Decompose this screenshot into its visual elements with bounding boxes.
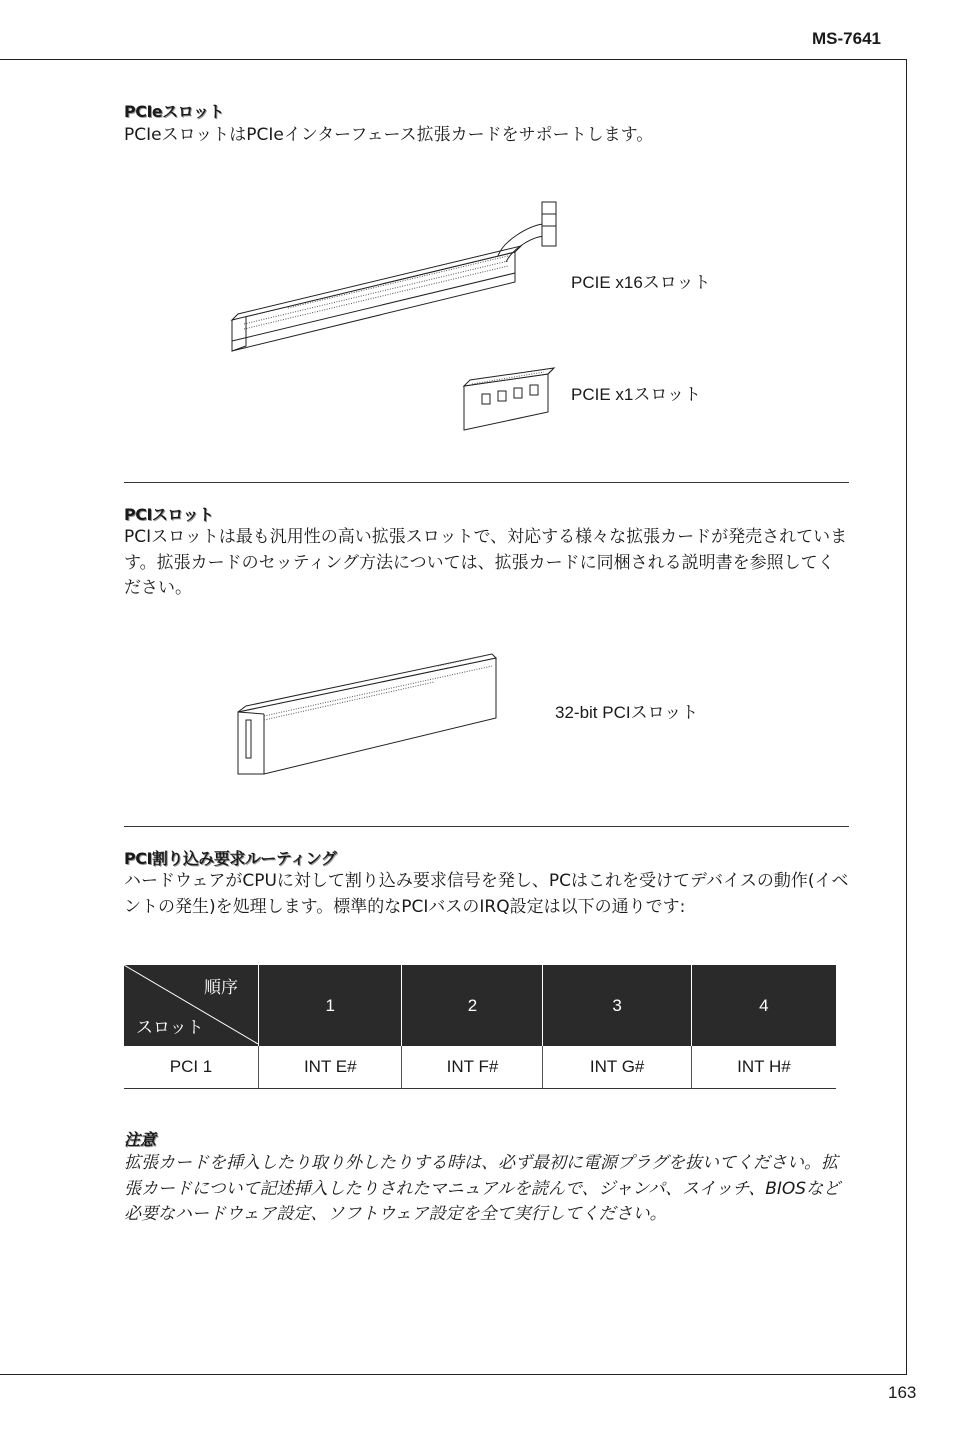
pcie-heading: PCIeスロット (124, 102, 224, 121)
irq-cell: INT E# (259, 1046, 402, 1089)
pci-heading: PCIスロット (124, 505, 214, 524)
irq-routing-table (124, 965, 836, 1089)
slot-header: スロット (136, 1018, 204, 1037)
column-header: 1 (259, 965, 402, 1046)
irq-cell: INT G# (543, 1046, 691, 1089)
table-header-row (124, 965, 836, 1046)
table-corner-cell (124, 965, 259, 1046)
slot-cell: PCI 1 (124, 1046, 259, 1089)
model-number: MS-7641 (812, 29, 881, 48)
column-header: 2 (402, 965, 543, 1046)
pci-description: PCIスロットは最も汎用性の高い拡張スロットで、対応する様々な拡張カードが発売されています。拡張カードのセッティング方法については、拡張カードに同梱される説明書を参照してください。 (124, 527, 848, 598)
pcie-x1-label: PCIE x1スロット (571, 385, 702, 404)
pcie-description: PCIeスロットはPCIeインターフェース拡張カードをサポートします。 (124, 125, 654, 145)
section-divider (124, 482, 849, 483)
pcie-slots-illustration (228, 196, 563, 436)
irq-description: ハードウェアがCPUに対して割り込み要求信号を発し、PCはこれを受けてデバイスの動作(イベントの発生)を処理します。標準的なPCIバスのIRQ設定は以下の通りです: (124, 871, 849, 917)
column-header: 3 (543, 965, 691, 1046)
table-row (124, 1046, 836, 1089)
pci-slot-illustration (234, 648, 504, 778)
irq-cell: INT H# (691, 1046, 836, 1089)
irq-heading: PCI割り込み要求ルーティング (124, 849, 337, 868)
top-rule (0, 59, 907, 60)
pci-slot-label: 32-bit PCIスロット (555, 703, 699, 722)
order-header: 順序 (204, 978, 238, 997)
section-divider (124, 826, 849, 827)
column-header: 4 (691, 965, 836, 1046)
pcie-x16-label: PCIE x16スロット (571, 273, 711, 292)
note-heading: 注意 (124, 1130, 157, 1149)
page-number: 163 (888, 1383, 917, 1402)
irq-cell: INT F# (402, 1046, 543, 1089)
note-text: 拡張カードを挿入したり取り外したりする時は、必ず最初に電源プラグを抜いてください。拡張カードについて記述挿入したりされたマニュアルを読んで、ジャンパ、スイッチ、BIOSなど必要なハードウェア設定、ソフトウェア設定を全て実行してください。 (124, 1153, 841, 1224)
right-rule (906, 59, 907, 1375)
bottom-rule (0, 1374, 907, 1375)
